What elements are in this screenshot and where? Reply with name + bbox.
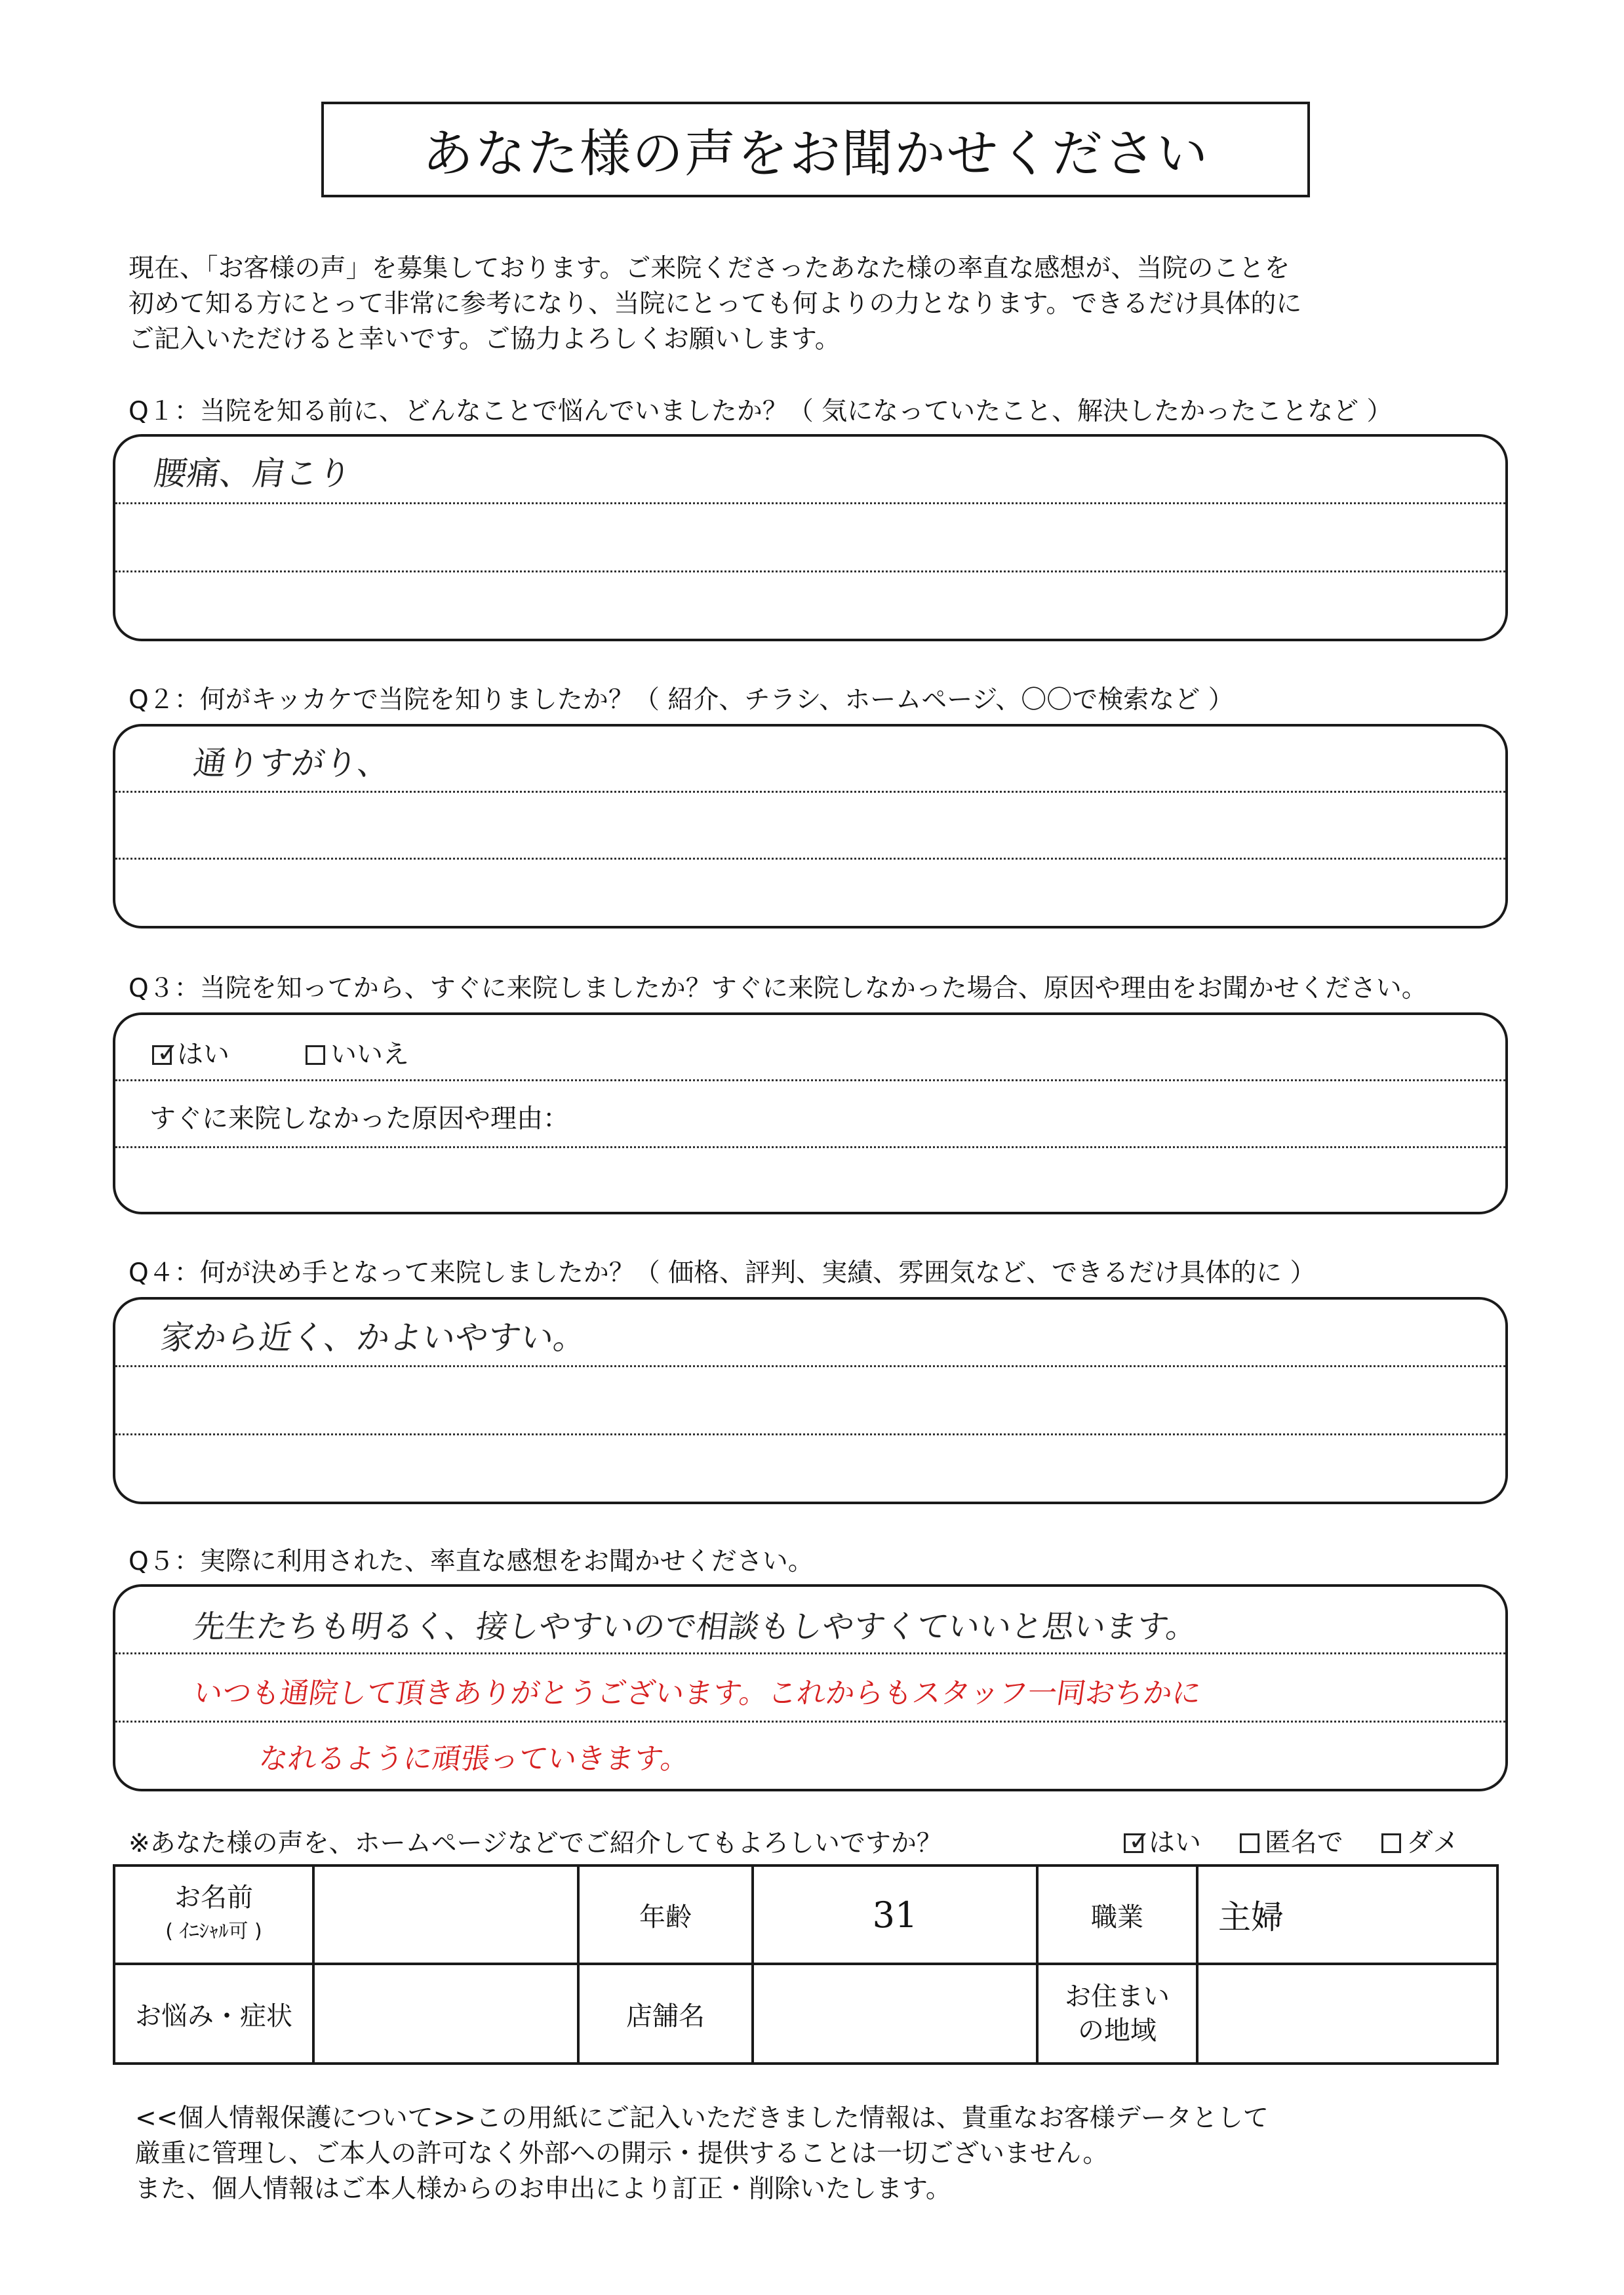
q3-reason-label: すぐに来院しなかった原因や理由： [149,1104,569,1134]
consent-anon-checkbox[interactable] [1240,1833,1259,1853]
q3-yes-label: はい [177,1039,229,1069]
q3-no-label: いいえ [330,1039,409,1069]
symptom-field[interactable] [313,1964,578,2064]
q3-no-option[interactable] [306,1033,409,1071]
check-mark-icon: ✓ [157,1038,179,1068]
q3-yes-checkbox[interactable] [152,1038,179,1068]
age-field[interactable]: 31 [753,1866,1037,1964]
intro-line: 初めて知る方にとって非常に参考になり、当院にとっても何よりの力となります。できるだけ具体的に [129,289,1302,319]
consent-options [1124,1822,1459,1859]
name-field[interactable] [313,1866,578,1964]
consent-yes-option[interactable] [1124,1827,1201,1858]
consent-no-label: ダメ [1406,1827,1459,1858]
staff-reply-line: いつも通院して頂きありがとうございます。これからもスタッフ一同おちかに [191,1677,1204,1710]
job-field[interactable]: 主婦 [1197,1866,1497,1964]
q3-yes-option[interactable] [152,1033,229,1071]
name-label-cell [114,1866,313,1964]
consent-no-checkbox[interactable] [1381,1833,1401,1853]
area-label-line: お住まい [1065,1982,1170,2012]
check-mark-icon: ✓ [1128,1826,1151,1856]
q5-answer-box[interactable] [113,1584,1508,1791]
q2-answer: 通りすがり、 [191,744,393,782]
area-label-line: の地域 [1078,2016,1157,2046]
q1-answer-box[interactable] [113,434,1508,641]
consent-question: ※あなた様の声を、ホームページなどでご紹介してもよろしいですか？ [129,1829,942,1858]
form-title: あなた様の声をお聞かせください [321,102,1310,197]
intro-line: 現在、「お客様の声」を募集しております。ご来院くださったあなた様の率直な感想が、当院のことを [129,254,1290,283]
store-field[interactable] [753,1964,1037,2064]
consent-anon-label: 匿名で [1264,1827,1343,1858]
q4-question: Q４：何が決め手となって来院しましたか？（ 価格、評判、実績、雰囲気など、できるだけ具体的に ） [129,1258,1316,1288]
name-note: ( ｲﾆｼｬﾙ可 ) [165,1920,262,1943]
area-label-cell [1037,1964,1197,2064]
q2-answer-box[interactable] [113,724,1508,928]
store-label: 店舗名 [578,1964,753,2064]
personal-info-table [113,1864,1499,2065]
privacy-line: 厳重に管理し、ご本人の許可なく外部への開示・提供することは一切ございません。 [135,2139,1109,2168]
q4-answer-box[interactable] [113,1297,1508,1504]
privacy-line: また、個人情報はご本人様からのお申出により訂正・削除いたします。 [135,2174,951,2204]
name-label: お名前 [174,1883,253,1913]
consent-yes-checkbox[interactable] [1124,1826,1151,1856]
age-label: 年齢 [578,1866,753,1964]
q5-question: Q５：実際に利用された、率直な感想をお聞かせください。 [129,1547,814,1576]
q1-question: Q１：当院を知る前に、どんなことで悩んでいましたか？（ 気になっていたこと、解決したかったことなど ） [129,397,1393,426]
q5-answer: 先生たちも明るく、接しやすいので相談もしやすくていいと思います。 [191,1608,1200,1645]
area-field[interactable] [1197,1964,1497,2064]
staff-reply-line: なれるように頑張っていきます。 [256,1742,692,1776]
q3-question: Q３：当院を知ってから、すぐに来院しましたか？すぐに来院しなかった場合、原因や理由をお聞かせください。 [129,974,1427,1003]
symptom-label: お悩み・症状 [114,1964,313,2064]
q4-answer: 家から近く、かよいやすい。 [158,1319,589,1357]
intro-line: ご記入いただけると幸いです。ご協力よろしくお願いします。 [129,325,841,354]
consent-yes-label: はい [1149,1827,1201,1858]
q1-answer: 腰痛、肩こり [151,454,354,492]
q3-answer-box [113,1012,1508,1214]
privacy-line: <<個人情報保護について>>この用紙にご記入いただきました情報は、貴重なお客様データとして [135,2104,1269,2133]
consent-anon-option[interactable] [1240,1827,1343,1858]
q3-no-checkbox[interactable] [306,1045,325,1065]
privacy-notice [135,2101,1512,2207]
q2-question: Q２：何がキッカケで当院を知りましたか？（ 紹介、チラシ、ホームページ、〇〇で検索など ） [129,685,1234,715]
intro-paragraph [129,251,1505,357]
job-label: 職業 [1037,1866,1197,1964]
consent-no-option[interactable] [1381,1827,1459,1858]
